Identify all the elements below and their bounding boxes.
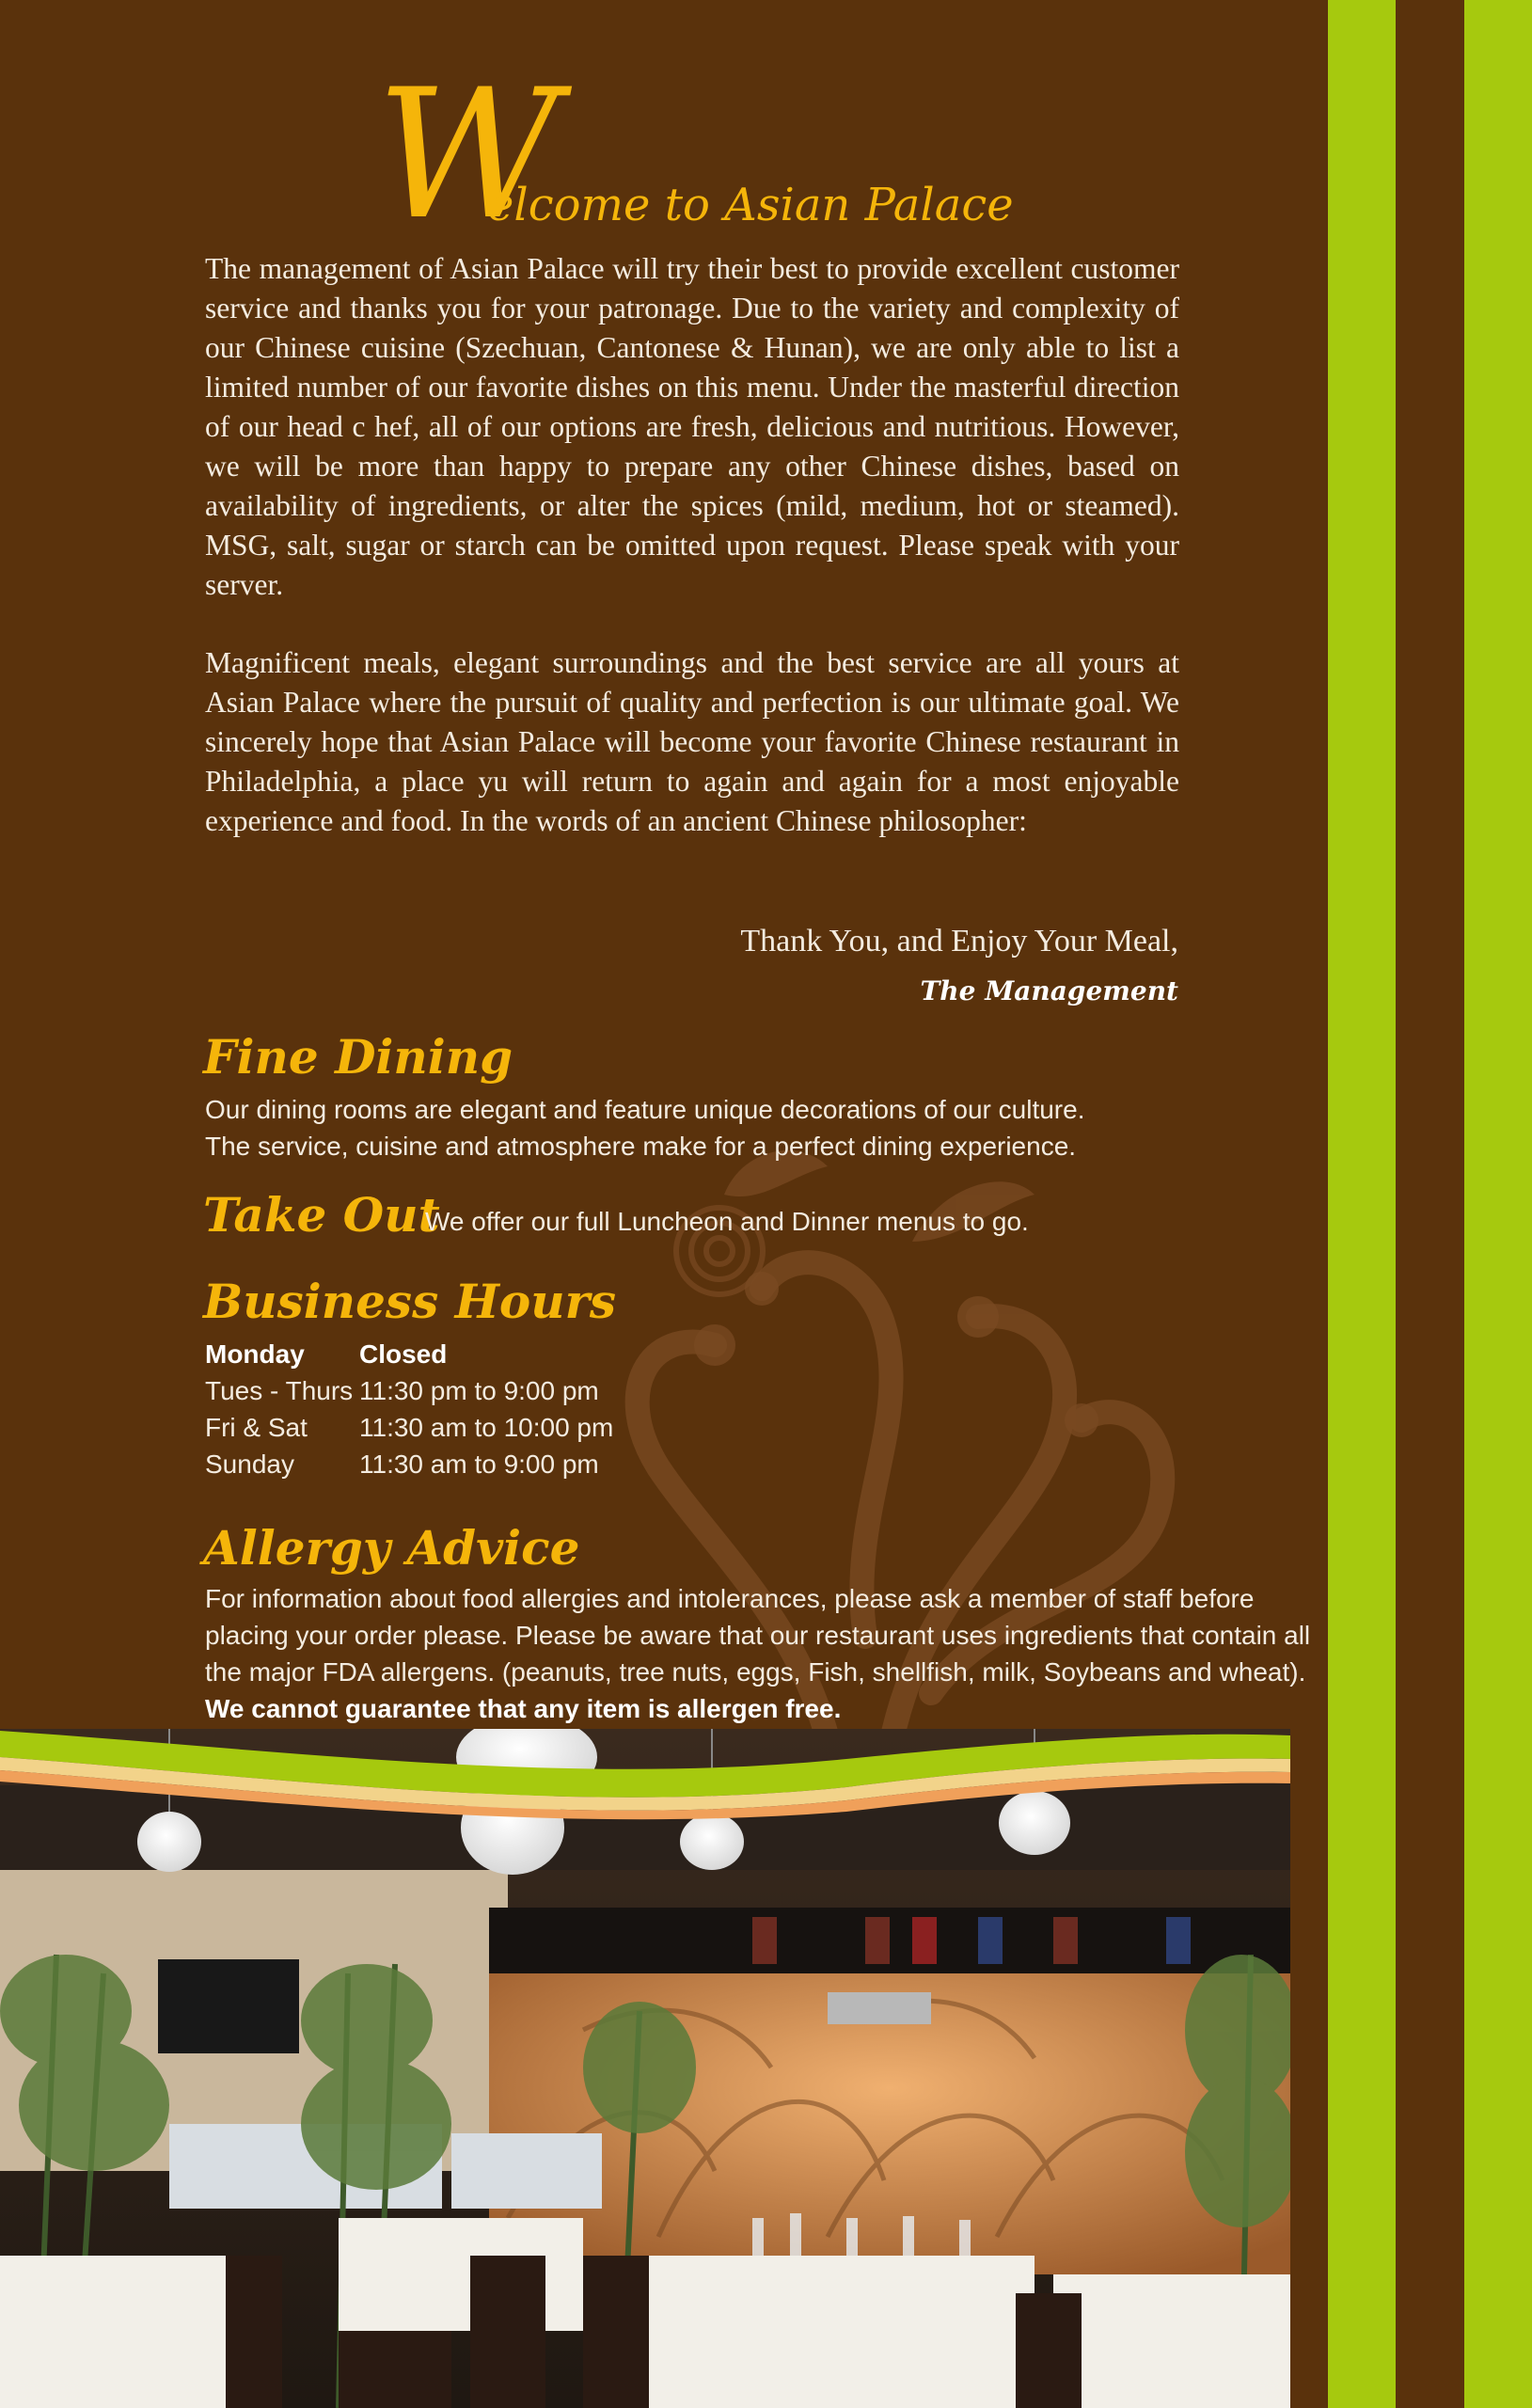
hours-time: 11:30 am to 9:00 pm — [359, 1450, 599, 1479]
management-signature: The Management — [920, 975, 1178, 1006]
brown-stripe — [1396, 0, 1464, 2408]
take-out-heading: Take Out — [203, 1187, 440, 1243]
hours-time: 11:30 am to 10:00 pm — [359, 1413, 614, 1442]
business-hours-heading: Business Hours — [203, 1274, 617, 1329]
hours-day: Sunday — [205, 1450, 294, 1479]
wave-band — [0, 1712, 1290, 1825]
hours-row — [205, 1446, 694, 1482]
fine-dining-text: Our dining rooms are elegant and feature unique decorations of our culture. — [205, 1095, 1085, 1124]
take-out-text: We offer our full Luncheon and Dinner menus to go. — [425, 1207, 1029, 1236]
hours-time: Closed — [359, 1339, 448, 1369]
fine-dining-text: The service, cuisine and atmosphere make for a perfect dining experience. — [205, 1132, 1077, 1161]
allergy-text: For information about food allergies and intolerances, please ask a member of staff before — [205, 1584, 1255, 1613]
intro-paragraph: The management of Asian Palace will try their best to provide excellent customer service and thanks you for your patronage. Due to the variety and complexity of our Chinese cuisine (Szechuan, Cantonese & Hunan), we are only able to list a limited number of our favorite dishes on this menu. Under the masterful direction of our head c hef, all of our options are fresh, delicious and nutritious. However, we will be more than happy to prepare any other Chinese dishes, based on availability of ingredients, or alter the spices (mild, medium, hot or steamed). MSG, salt, sugar or starch can be omitted upon request. Please speak with your server. — [205, 252, 1179, 601]
hours-row — [205, 1336, 694, 1372]
allergy-advice-heading: Allergy Advice — [203, 1520, 580, 1576]
allergy-text: the major FDA allergens. (peanuts, tree nuts, eggs, Fish, shellfish, milk, Soybeans and wheat). — [205, 1657, 1306, 1687]
intro-paragraph: Magnificent meals, elegant surroundings and the best service are all yours at Asian Palace where the pursuit of quality and perfection is our ultimate goal. We sincerely hope that Asian Palace will become your favorite Chinese restaurant in Philadelphia, a place yu will return to again and again for a most enjoyable experience and food. In the words of an ancient Chinese philosopher: — [205, 646, 1179, 837]
restaurant-interior-photo — [0, 1729, 1290, 2408]
welcome-heading — [376, 51, 1034, 259]
welcome-heading-text: elcome to Asian Palace — [487, 179, 1014, 231]
hours-row — [205, 1372, 694, 1409]
welcome-initial: W — [376, 51, 561, 259]
fine-dining-heading: Fine Dining — [203, 1029, 513, 1085]
green-stripe — [1464, 0, 1532, 2408]
hours-day: Fri & Sat — [205, 1413, 308, 1442]
allergy-text: placing your order please. Please be aware that our restaurant uses ingredients that contain all — [205, 1621, 1311, 1650]
green-stripe — [1328, 0, 1396, 2408]
hours-day: Tues - Thurs — [205, 1376, 354, 1405]
hours-row — [205, 1409, 694, 1446]
thank-you-line: Thank You, and Enjoy Your Meal, — [740, 924, 1178, 958]
hours-day: Monday — [205, 1339, 305, 1369]
allergen-warning: We cannot guarantee that any item is allergen free. — [205, 1694, 842, 1723]
hours-time: 11:30 pm to 9:00 pm — [359, 1376, 599, 1405]
